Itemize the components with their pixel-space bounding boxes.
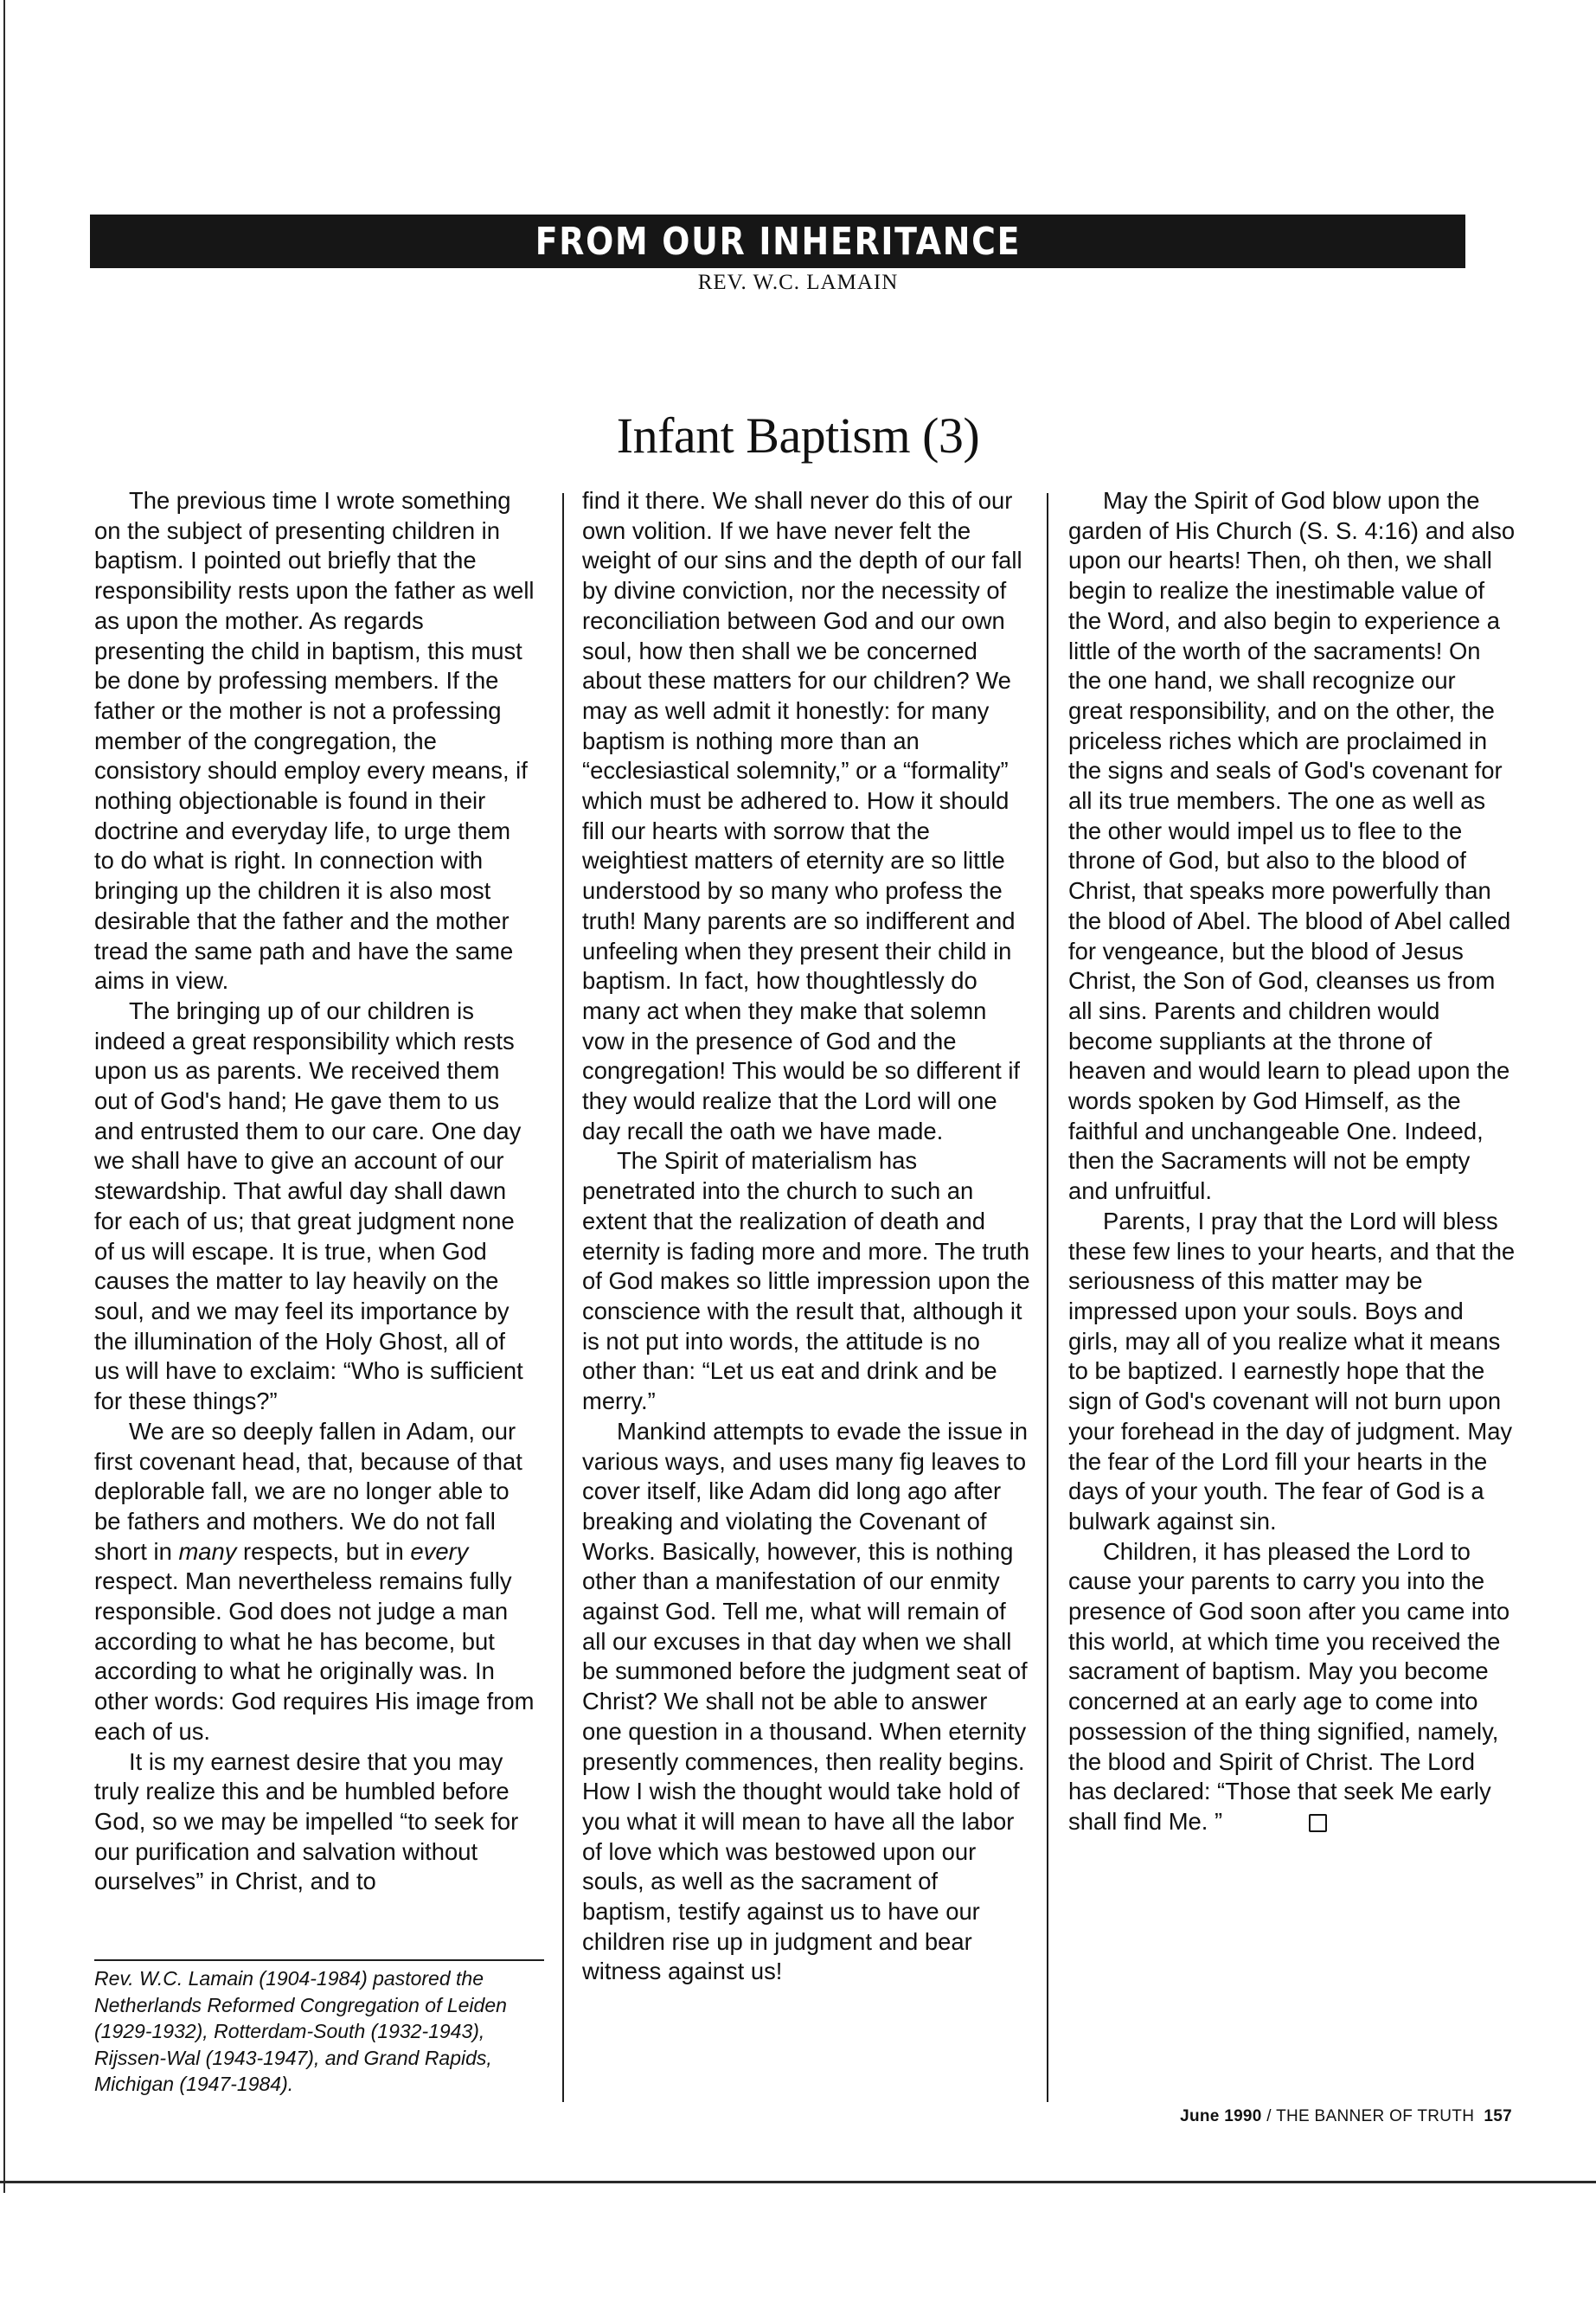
magazine-name: THE BANNER OF TRUTH bbox=[1276, 2107, 1475, 2125]
bottom-edge-rule bbox=[0, 2181, 1596, 2183]
left-edge-rule bbox=[3, 0, 5, 2193]
paragraph: Parents, I pray that the Lord will bless these few lines to your hearts, and that the seriousness of this matter may be impressed upon your souls. Boys and girls, may all of you realize what it means to be baptized. I earnestly hope that the sign of God's covenant will not burn upon your forehead in the day of judgment. May the fear of the Lord fill your hearts in the days of your youth. The fear of God is a bulwark against sin. bbox=[1068, 1207, 1516, 1535]
column-3 bbox=[1068, 486, 1516, 1837]
page-footer: June 1990 / THE BANNER OF TRUTH 157 bbox=[1180, 2107, 1512, 2125]
article-title: Infant Baptism (3) bbox=[616, 407, 980, 464]
column-divider bbox=[562, 493, 564, 2102]
issue-date: June 1990 bbox=[1180, 2107, 1262, 2125]
paragraph: The previous time I wrote something on the subject of presenting children in baptism. I pointed out briefly that the responsibility rests upon the father as well as upon the mother. As regards presenting the child in baptism, this must be done by professing members. If the father or the mother is not a professing member of the congregation, the consistory should employ every means, if nothing objectionable is found in their doctrine and everyday life, to urge them to do what is right. In connection with bringing up the children it is also most desirable that the father and the mother tread the same path and have the same aims in view. bbox=[94, 487, 535, 995]
section-banner bbox=[90, 215, 1465, 268]
page-number: 157 bbox=[1484, 2107, 1512, 2125]
paragraph: The Spirit of materialism has penetrated into the church to such an extent that the realization of death and eternity is fading more and more. The truth of God makes so little impression upon the conscience with the result that, although it is not put into words, the attitude is no other than: “Let us eat and drink and be merry.” bbox=[582, 1147, 1030, 1415]
footnote-rule bbox=[94, 1959, 544, 1961]
emphasis: every bbox=[410, 1537, 469, 1565]
column-2 bbox=[582, 486, 1030, 1987]
paragraph: May the Spirit of God blow upon the garden of His Church (S. S. 4:16) and also upon our hearts! Then, oh then, we shall begin to realize the inestimable value of the Word, and also begin to experience a little of the worth of the sacraments! On the one hand, we shall recognize our great responsibility, and on the other, the priceless riches which are proclaimed in the signs and seals of God's covenant for all its true members. The one as well as the other would impel us to flee to the throne of God, but also to the blood of Christ, that speaks more powerfully than the blood of Abel. The blood of Abel called for vengeance, but the blood of Jesus Christ, the Son of God, cleanses us from all sins. Parents and children would become suppliants at the throne of heaven and would learn to plead upon the words spoken by God Himself, as the faithful and unchangeable One. Indeed, then the Sacraments will not be empty and unfruitful. bbox=[1068, 487, 1516, 1205]
author-byline: REV. W.C. LAMAIN bbox=[697, 271, 899, 294]
column-divider bbox=[1047, 493, 1048, 2102]
paragraph: We are so deeply fallen in Adam, our first covenant head, that, because of that deplorable fall, we are no longer able to be fathers and mothers. We do not fall short in many respects, but in every respect. Man nevertheless remains fully responsible. God does not judge a man according to what he has become, but according to what he originally was. In other words: God requires His image from each of us. bbox=[94, 1417, 535, 1745]
paragraph: find it there. We shall never do this of our own volition. If we have never felt the weight of our sins and the depth of our fall by divine conviction, nor the necessity of reconciliation between God and our own soul, how then shall we be concerned about these matters for our children? We may as well admit it honestly: for many baptism is nothing more than an “ecclesiastical solemnity,” or a “formality” which must be adhered to. How it should fill our hearts with sorrow that the weightiest matters of eternity are so little understood by so many who profess the truth! Many parents are so indifferent and unfeeling when they present their child in baptism. In fact, how thoughtlessly do many act when they make that solemn vow in the presence of God and the congregation! This would be so different if they would realize that the Lord will one day recall the oath we have made. bbox=[582, 487, 1022, 1144]
column-1 bbox=[94, 486, 535, 1897]
end-mark-icon bbox=[1309, 1814, 1327, 1832]
paragraph: Children, it has pleased the Lord to cause your parents to carry you into the presence of God soon after you came into this world, at which time you received the sacrament of baptism. May you become concerned at an early age to come into possession of the thing signified, namely, the blood and Spirit of Christ. The Lord has declared: “Those that seek Me early shall find Me. ” bbox=[1068, 1537, 1510, 1835]
section-title: FROM OUR INHERITANCE bbox=[535, 219, 1021, 264]
author-footnote: Rev. W.C. Lamain (1904-1984) pastored the Netherlands Reformed Congregation of Leiden (1929-1932), Rotterdam-South (1932-1943), Rijssen-Wal (1943-1947), and Grand Rapids, Michigan (1947-1984). bbox=[94, 1967, 507, 2095]
paragraph: Mankind attempts to evade the issue in various ways, and uses many fig leaves to cover itself, like Adam did long ago after breaking and violating the Covenant of Works. Basically, however, this is nothing other than a manifestation of our enmity against God. Tell me, what will remain of all our excuses in that day when we shall be summoned before the judgment seat of Christ? We shall not be able to answer one question in a thousand. When eternity presently commences, then reality begins. How I wish the thought would take hold of you what it will mean to have all the labor of love which was bestowed upon our souls, as well as the sacrament of baptism, testify against us to have our children rise up in judgment and bear witness against us! bbox=[582, 1417, 1029, 1985]
emphasis: many bbox=[178, 1537, 237, 1565]
paragraph: It is my earnest desire that you may truly realize this and be humbled before God, so we may be impelled “to seek for our purification and salvation without ourselves” in Christ, and to bbox=[94, 1747, 519, 1895]
paragraph: The bringing up of our children is indeed a great responsibility which rests upon us as parents. We received them out of God's hand; He gave them to us and entrusted them to our care. One day we shall have to give an account of our stewardship. That awful day shall dawn for each of us; that great judgment none of us will escape. It is true, when God causes the matter to lay heavily on the soul, and we may feel its importance by the illumination of the Holy Ghost, all of us will have to exclaim: “Who is sufficient for these things?” bbox=[94, 997, 523, 1415]
